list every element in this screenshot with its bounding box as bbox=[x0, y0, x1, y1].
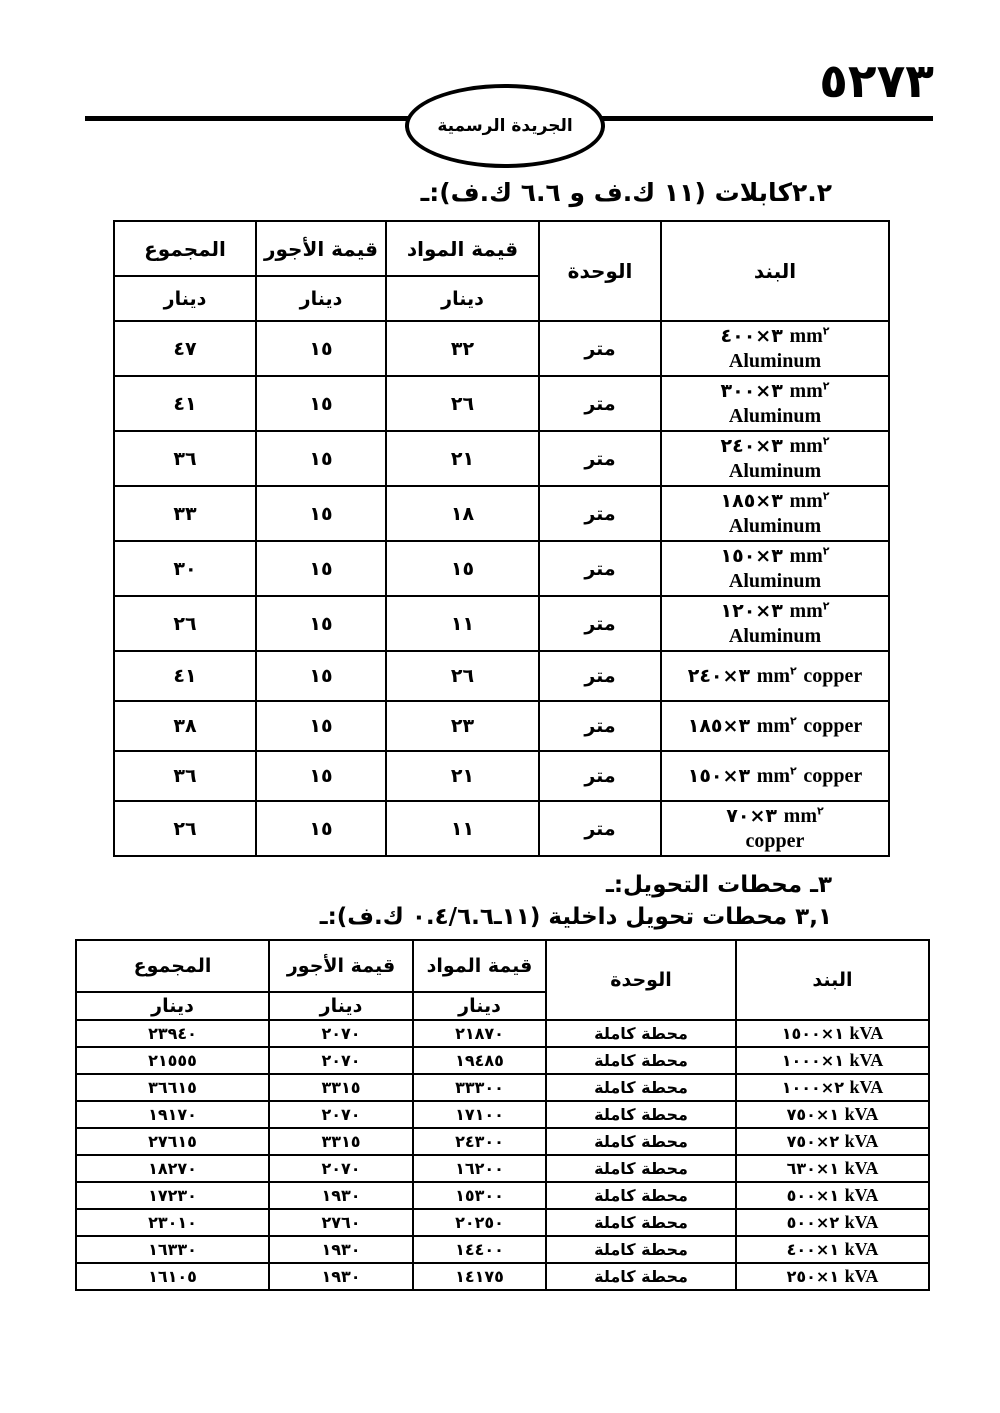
materials-value: ١١ bbox=[386, 801, 539, 856]
gazette-banner-label: الجريدة الرسمية bbox=[437, 116, 573, 136]
item-spec bbox=[739, 1211, 926, 1234]
table-row bbox=[76, 1182, 929, 1209]
table-row bbox=[114, 431, 889, 486]
table-row bbox=[114, 701, 889, 751]
item-spec bbox=[664, 324, 886, 374]
materials-value: ١٤١٧٥ bbox=[413, 1263, 546, 1290]
squared-sup: ٢ bbox=[816, 804, 824, 817]
labor-value: ٢٠٧٠ bbox=[269, 1047, 413, 1074]
kva-unit: kVA bbox=[849, 1050, 884, 1071]
squared-sup: ٢ bbox=[822, 489, 830, 502]
labor-value: ٣٣١٥ bbox=[269, 1128, 413, 1155]
total-value: ٣٦٦١٥ bbox=[76, 1074, 269, 1101]
unit-cell: متر bbox=[539, 751, 661, 801]
page-number: ٥٢٧٣ bbox=[819, 54, 934, 109]
item-spec bbox=[739, 1076, 926, 1099]
currency-label: دينار bbox=[386, 276, 539, 321]
spec-size: ١×١٥٠٠ bbox=[781, 1024, 844, 1044]
material-label: Aluminum bbox=[728, 569, 822, 592]
unit-cell: متر bbox=[539, 541, 661, 596]
item-spec bbox=[739, 1184, 926, 1207]
item-cell bbox=[661, 376, 889, 431]
total-value: ٣٠ bbox=[114, 541, 256, 596]
item-cell bbox=[661, 431, 889, 486]
item-spec bbox=[664, 544, 886, 594]
material-label: copper bbox=[745, 829, 805, 852]
gazette-ellipse bbox=[405, 84, 605, 168]
material-label: Aluminum bbox=[728, 624, 822, 647]
item-cell bbox=[736, 1128, 929, 1155]
item-cell bbox=[736, 1182, 929, 1209]
material-label: Aluminum bbox=[728, 404, 822, 427]
item-spec bbox=[664, 664, 886, 689]
item-spec bbox=[739, 1130, 926, 1153]
unit-cell: محطة كاملة bbox=[546, 1047, 736, 1074]
kva-unit: kVA bbox=[844, 1185, 879, 1206]
table-row bbox=[76, 1047, 929, 1074]
squared-sup: ٢ bbox=[790, 764, 797, 777]
unit-cell: متر bbox=[539, 701, 661, 751]
kva-unit: kVA bbox=[844, 1239, 879, 1260]
unit-cell: محطة كاملة bbox=[546, 1020, 736, 1047]
item-cell bbox=[661, 541, 889, 596]
table-row bbox=[114, 541, 889, 596]
table-row bbox=[76, 1209, 929, 1236]
squared-sup: ٢ bbox=[822, 324, 830, 337]
materials-value: ٢٠٢٥٠ bbox=[413, 1209, 546, 1236]
unit-cell: محطة كاملة bbox=[546, 1182, 736, 1209]
labor-value: ١٥ bbox=[256, 651, 386, 701]
unit-cell: متر bbox=[539, 651, 661, 701]
spec-size: ١×٧٥٠ bbox=[786, 1105, 840, 1125]
unit-cell: متر bbox=[539, 321, 661, 376]
unit-cell: متر bbox=[539, 431, 661, 486]
materials-value: ١٤٤٠٠ bbox=[413, 1236, 546, 1263]
item-cell bbox=[736, 1074, 929, 1101]
unit-cell: محطة كاملة bbox=[546, 1209, 736, 1236]
item-cell bbox=[736, 1020, 929, 1047]
materials-value: ٢١٨٧٠ bbox=[413, 1020, 546, 1047]
mm-unit: $mm^٢$ bbox=[789, 434, 830, 457]
squared-sup: ٢ bbox=[822, 379, 830, 392]
item-cell bbox=[736, 1263, 929, 1290]
mm-unit: $mm^٢$ bbox=[756, 714, 797, 737]
col-header-total: المجموع bbox=[76, 940, 269, 992]
kva-unit: kVA bbox=[844, 1266, 879, 1287]
total-value: ٢٦ bbox=[114, 596, 256, 651]
squared-sup: ٢ bbox=[790, 664, 797, 677]
spec-size: ١×١٠٠٠ bbox=[781, 1051, 844, 1071]
spec-size: ٣×٧٠ bbox=[726, 804, 778, 827]
unit-cell: متر bbox=[539, 486, 661, 541]
kva-unit: kVA bbox=[844, 1158, 879, 1179]
labor-value: ٢٠٧٠ bbox=[269, 1101, 413, 1128]
materials-value: ١١ bbox=[386, 596, 539, 651]
table-row bbox=[76, 1020, 929, 1047]
spec-size: ٣×١٥٠ bbox=[687, 764, 751, 787]
total-value: ٤١ bbox=[114, 651, 256, 701]
spec-size: ٢×٥٠٠ bbox=[786, 1213, 840, 1233]
item-cell bbox=[661, 751, 889, 801]
table-row bbox=[114, 751, 889, 801]
spec-size: ٢×٧٥٠ bbox=[786, 1132, 840, 1152]
currency-label: دينار bbox=[114, 276, 256, 321]
materials-value: ١٩٤٨٥ bbox=[413, 1047, 546, 1074]
spec-size: ١×٢٥٠ bbox=[786, 1267, 840, 1287]
cables-table bbox=[113, 220, 890, 857]
item-cell bbox=[736, 1047, 929, 1074]
squared-sup: ٢ bbox=[822, 599, 830, 612]
total-value: ١٨٢٧٠ bbox=[76, 1155, 269, 1182]
mm-unit: $mm^٢$ bbox=[789, 544, 830, 567]
labor-value: ١٩٣٠ bbox=[269, 1182, 413, 1209]
labor-value: ٣٣١٥ bbox=[269, 1074, 413, 1101]
materials-value: ١٨ bbox=[386, 486, 539, 541]
spec-size: ٣×٢٤٠ bbox=[687, 664, 751, 687]
table-row bbox=[76, 1128, 929, 1155]
labor-value: ٢٠٧٠ bbox=[269, 1020, 413, 1047]
table-row bbox=[76, 1074, 929, 1101]
total-value: ١٦٣٣٠ bbox=[76, 1236, 269, 1263]
labor-value: ١٥ bbox=[256, 321, 386, 376]
total-value: ٢٦ bbox=[114, 801, 256, 856]
mm-unit: $mm^٢$ bbox=[789, 489, 830, 512]
total-value: ٣٦ bbox=[114, 751, 256, 801]
spec-size: ٢×١٠٠٠ bbox=[781, 1078, 844, 1098]
kva-unit: kVA bbox=[849, 1023, 884, 1044]
unit-cell: محطة كاملة bbox=[546, 1128, 736, 1155]
total-value: ٢٣٩٤٠ bbox=[76, 1020, 269, 1047]
item-spec bbox=[664, 804, 886, 854]
table-row bbox=[114, 801, 889, 856]
col-header-unit: الوحدة bbox=[539, 221, 661, 321]
materials-value: ٣٢ bbox=[386, 321, 539, 376]
spec-size: ١×٤٠٠ bbox=[786, 1240, 840, 1260]
squared-sup: ٢ bbox=[822, 544, 830, 557]
total-value: ٣٦ bbox=[114, 431, 256, 486]
item-cell bbox=[736, 1155, 929, 1182]
labor-value: ١٩٣٠ bbox=[269, 1263, 413, 1290]
spec-size: ٣×١٨٥ bbox=[687, 714, 751, 737]
total-value: ٢٣٠١٠ bbox=[76, 1209, 269, 1236]
materials-value: ٣٣٣٠٠ bbox=[413, 1074, 546, 1101]
spec-size: ١×٦٣٠ bbox=[786, 1159, 840, 1179]
col-header-total: المجموع bbox=[114, 221, 256, 276]
item-spec bbox=[739, 1103, 926, 1126]
labor-value: ١٥ bbox=[256, 701, 386, 751]
materials-value: ٢٤٣٠٠ bbox=[413, 1128, 546, 1155]
labor-value: ١٥ bbox=[256, 801, 386, 856]
table-row bbox=[114, 651, 889, 701]
kva-unit: kVA bbox=[849, 1077, 884, 1098]
stations-table bbox=[75, 939, 930, 1291]
table-row bbox=[114, 596, 889, 651]
table-row bbox=[114, 486, 889, 541]
labor-value: ١٥ bbox=[256, 541, 386, 596]
unit-cell: متر bbox=[539, 596, 661, 651]
labor-value: ١٩٣٠ bbox=[269, 1236, 413, 1263]
materials-value: ٢٦ bbox=[386, 376, 539, 431]
col-header-item: البند bbox=[736, 940, 929, 1020]
kva-unit: kVA bbox=[844, 1104, 879, 1125]
material-label: copper bbox=[803, 714, 863, 737]
mm-unit: $mm^٢$ bbox=[789, 379, 830, 402]
materials-value: ٢١ bbox=[386, 751, 539, 801]
currency-label: دينار bbox=[256, 276, 386, 321]
mm-unit: $mm^٢$ bbox=[789, 599, 830, 622]
unit-cell: محطة كاملة bbox=[546, 1074, 736, 1101]
squared-sup: ٢ bbox=[790, 714, 797, 727]
materials-value: ١٥ bbox=[386, 541, 539, 596]
header-band bbox=[0, 0, 1000, 170]
stations-section-subheading: ٣,١ محطات تحويل داخلية (١١ـ٦.٦‏/٠.٤ ك.ف):ـ bbox=[319, 904, 832, 930]
materials-value: ١٧١٠٠ bbox=[413, 1101, 546, 1128]
total-value: ٢١٥٥٥ bbox=[76, 1047, 269, 1074]
material-label: copper bbox=[803, 664, 863, 687]
table-row bbox=[76, 1155, 929, 1182]
labor-value: ١٥ bbox=[256, 431, 386, 486]
col-header-materials: قيمة المواد bbox=[386, 221, 539, 276]
unit-cell: متر bbox=[539, 376, 661, 431]
item-spec bbox=[664, 764, 886, 789]
col-header-labor: قيمة الأجور bbox=[269, 940, 413, 992]
materials-value: ١٥٣٠٠ bbox=[413, 1182, 546, 1209]
labor-value: ١٥ bbox=[256, 486, 386, 541]
total-value: ١٧٢٣٠ bbox=[76, 1182, 269, 1209]
stations-section-heading: ٣ـ محطات التحويل:ـ bbox=[605, 872, 832, 898]
item-cell bbox=[661, 596, 889, 651]
cables-section-title: ٢.٢كابلات (١١ ك.ف و ٦.٦ ك.ف):ـ bbox=[420, 178, 832, 207]
labor-value: ٢٠٧٠ bbox=[269, 1155, 413, 1182]
table-row bbox=[76, 1236, 929, 1263]
cables-header-row bbox=[114, 221, 889, 276]
mm-unit: $mm^٢$ bbox=[783, 804, 824, 827]
spec-size: ٣×١٨٥ bbox=[720, 489, 783, 512]
total-value: ١٩١٧٠ bbox=[76, 1101, 269, 1128]
squared-sup: ٢ bbox=[822, 434, 830, 447]
item-cell bbox=[736, 1236, 929, 1263]
item-cell bbox=[736, 1209, 929, 1236]
item-spec bbox=[739, 1265, 926, 1288]
total-value: ٤١ bbox=[114, 376, 256, 431]
item-cell bbox=[661, 651, 889, 701]
spec-size: ٣×٤٠٠ bbox=[720, 324, 783, 347]
item-spec bbox=[664, 434, 886, 484]
unit-cell: محطة كاملة bbox=[546, 1263, 736, 1290]
col-header-labor: قيمة الأجور bbox=[256, 221, 386, 276]
col-header-materials: قيمة المواد bbox=[413, 940, 546, 992]
item-spec bbox=[739, 1049, 926, 1072]
item-spec bbox=[739, 1238, 926, 1261]
item-spec bbox=[739, 1022, 926, 1045]
spec-size: ١×٥٠٠ bbox=[786, 1186, 840, 1206]
currency-label: دينار bbox=[269, 992, 413, 1020]
col-header-unit: الوحدة bbox=[546, 940, 736, 1020]
col-header-item: البند bbox=[661, 221, 889, 321]
item-cell bbox=[661, 701, 889, 751]
item-cell bbox=[661, 486, 889, 541]
mm-unit: $mm^٢$ bbox=[756, 664, 797, 687]
material-label: Aluminum bbox=[728, 459, 822, 482]
labor-value: ١٥ bbox=[256, 751, 386, 801]
materials-value: ١٦٢٠٠ bbox=[413, 1155, 546, 1182]
unit-cell: محطة كاملة bbox=[546, 1236, 736, 1263]
spec-size: ٣×٣٠٠ bbox=[720, 379, 783, 402]
unit-cell: محطة كاملة bbox=[546, 1155, 736, 1182]
materials-value: ٢٦ bbox=[386, 651, 539, 701]
item-cell bbox=[736, 1101, 929, 1128]
unit-cell: محطة كاملة bbox=[546, 1101, 736, 1128]
total-value: ٣٣ bbox=[114, 486, 256, 541]
table-row bbox=[76, 1263, 929, 1290]
item-cell bbox=[661, 321, 889, 376]
item-spec bbox=[664, 599, 886, 649]
unit-cell: متر bbox=[539, 801, 661, 856]
table-row bbox=[114, 321, 889, 376]
labor-value: ١٥ bbox=[256, 376, 386, 431]
currency-label: دينار bbox=[76, 992, 269, 1020]
item-spec bbox=[664, 714, 886, 739]
table-row bbox=[76, 1101, 929, 1128]
mm-unit: $mm^٢$ bbox=[756, 764, 797, 787]
spec-size: ٣×١٥٠ bbox=[720, 544, 783, 567]
item-spec bbox=[664, 489, 886, 539]
labor-value: ٢٧٦٠ bbox=[269, 1209, 413, 1236]
kva-unit: kVA bbox=[844, 1131, 879, 1152]
kva-unit: kVA bbox=[844, 1212, 879, 1233]
materials-value: ٢١ bbox=[386, 431, 539, 486]
item-spec bbox=[739, 1157, 926, 1180]
materials-value: ٢٣ bbox=[386, 701, 539, 751]
material-label: Aluminum bbox=[728, 514, 822, 537]
spec-size: ٣×١٢٠ bbox=[720, 599, 783, 622]
total-value: ٢٧٦١٥ bbox=[76, 1128, 269, 1155]
labor-value: ١٥ bbox=[256, 596, 386, 651]
total-value: ١٦١٠٥ bbox=[76, 1263, 269, 1290]
currency-label: دينار bbox=[413, 992, 546, 1020]
stations-header-row bbox=[76, 940, 929, 992]
total-value: ٣٨ bbox=[114, 701, 256, 751]
material-label: copper bbox=[803, 764, 863, 787]
item-spec bbox=[664, 379, 886, 429]
spec-size: ٣×٢٤٠ bbox=[720, 434, 783, 457]
table-row bbox=[114, 376, 889, 431]
material-label: Aluminum bbox=[728, 349, 822, 372]
total-value: ٤٧ bbox=[114, 321, 256, 376]
mm-unit: $mm^٢$ bbox=[789, 324, 830, 347]
item-cell bbox=[661, 801, 889, 856]
